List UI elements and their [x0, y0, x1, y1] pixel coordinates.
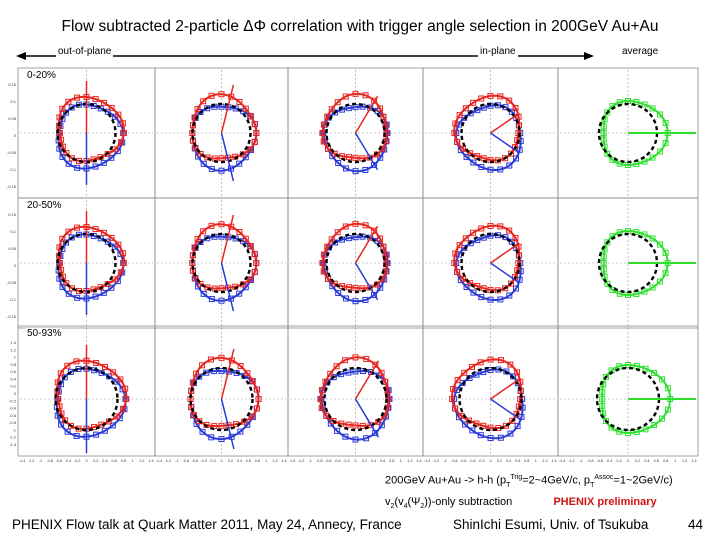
trigger-angle-axis: [0, 48, 720, 64]
y-tick-label: -0.2: [9, 398, 16, 404]
x-tick-label: -1: [175, 459, 179, 463]
x-tick-label: 0.6: [111, 459, 117, 463]
y-tick-label: -1: [12, 427, 16, 433]
footer-author: ShinIchi Esumi, Univ. of Tsukuba: [453, 517, 649, 532]
row-label-1: 20-50%: [27, 200, 62, 211]
x-tick-label: -0.8: [450, 459, 458, 463]
x-tick-label: -1.4: [18, 459, 26, 463]
x-tick-label: -0.4: [334, 459, 341, 463]
row-label-2: 50-93%: [27, 328, 62, 339]
x-tick-label: 0.2: [634, 459, 641, 463]
x-tick-label: -1.4: [558, 459, 566, 463]
y-tick-label: -0.05: [6, 150, 16, 155]
y-tick-label: 0.6: [10, 369, 16, 375]
x-tick-label: -0.4: [469, 459, 476, 463]
x-tick-label: 0.4: [371, 459, 377, 463]
x-tick-label: -1: [38, 459, 43, 463]
trigger-direction-red: [356, 226, 378, 263]
y-tick-label: 0.2: [10, 383, 16, 389]
x-tick-label: 1: [131, 459, 134, 463]
row-label-0: 0-20%: [27, 70, 56, 81]
x-tick-label: 0.6: [245, 459, 251, 463]
average-label: average: [622, 46, 659, 57]
x-tick-label: 1.2: [272, 459, 278, 463]
x-tick-label: 0.6: [653, 459, 659, 463]
y-tick-label: 0.1: [10, 229, 16, 234]
x-tick-label: 0: [626, 459, 630, 463]
x-tick-label: 0.4: [644, 459, 650, 463]
x-tick-label: 1.4: [551, 459, 557, 463]
x-tick-label: -0.8: [182, 459, 190, 463]
x-tick-label: 0: [220, 459, 223, 463]
out-of-plane-label: out-of-plane: [58, 46, 112, 57]
caption: [385, 470, 673, 515]
y-tick-label: 0: [13, 263, 16, 268]
trigger-direction-red: [491, 378, 521, 399]
x-tick-label: 1: [674, 459, 677, 463]
x-tick-label: -0.6: [55, 459, 63, 463]
trigger-direction-red: [356, 361, 379, 399]
footer-talk: PHENIX Flow talk at Quark Matter 2011, May 24, Annecy, France: [12, 517, 402, 532]
x-tick-label: 1: [399, 459, 402, 463]
x-tick-label: 1.4: [416, 459, 422, 463]
y-tick-label: 1.2: [10, 347, 16, 353]
y-tick-label: -0.4: [9, 405, 16, 411]
x-tick-label: -1.4: [423, 459, 431, 463]
y-tick-label: 0.15: [8, 212, 16, 217]
slide-title: Flow subtracted 2-particle ΔΦ correlation with trigger angle selection in 200GeV Au+Au: [61, 18, 659, 35]
y-tick-label: -1.4: [9, 442, 16, 447]
page-number: 44: [688, 517, 704, 532]
x-tick-label: -0.2: [478, 459, 485, 463]
x-tick-label: -0.6: [460, 459, 467, 463]
y-tick-label: 0: [13, 133, 16, 138]
y-tick-label: -1.2: [9, 434, 16, 440]
x-tick-label: 1.4: [148, 459, 154, 463]
x-tick-label: -1.2: [27, 459, 35, 463]
x-tick-label: 0.4: [506, 459, 512, 463]
x-tick-label: -0.4: [200, 459, 207, 463]
caption-line-2: $v_2(v_4(\Psi_2))$-only subtraction PHENIX preliminary: [385, 495, 657, 511]
x-tick-label: 0: [85, 459, 88, 463]
x-tick-label: -1.4: [155, 459, 163, 463]
y-tick-label: 0: [13, 391, 16, 396]
x-tick-label: -1: [579, 459, 583, 463]
x-tick-label: -0.8: [315, 459, 323, 463]
x-tick-label: 0.6: [515, 459, 521, 463]
x-tick-label: 1: [534, 459, 537, 463]
trigger-direction-red: [491, 243, 520, 263]
x-tick-label: 0.8: [389, 459, 395, 463]
x-tick-label: 1.2: [681, 459, 688, 463]
x-tick-label: -0.4: [605, 459, 613, 463]
x-tick-label: 0.2: [496, 459, 503, 463]
trigger-direction-blue: [356, 263, 378, 300]
trigger-direction-red: [356, 96, 378, 133]
x-tick-label: -1.2: [432, 459, 440, 463]
x-tick-label: 0: [354, 459, 357, 463]
x-tick-label: 0.4: [102, 459, 108, 463]
x-tick-label: 0.8: [254, 459, 260, 463]
y-tick-label: -0.6: [9, 412, 16, 418]
x-tick-label: -0.2: [615, 459, 622, 463]
x-tick-label: 0.8: [524, 459, 530, 463]
in-plane-label: in-plane: [480, 46, 516, 57]
x-tick-label: -1.2: [164, 459, 172, 463]
x-tick-label: 1: [265, 459, 268, 463]
x-tick-label: 0: [489, 459, 492, 463]
polar-plot-grid: [0, 64, 720, 464]
x-tick-label: -0.2: [209, 459, 216, 463]
trigger-direction-blue: [356, 133, 378, 170]
caption-line-1: 200GeV Au+Au -> h-h ($p_T^{Trig}=2\sim 4GeV/c$, $p_T^{Assoc}=1\sim 2GeV/c$): [385, 474, 673, 489]
trigger-direction-red: [491, 113, 520, 133]
x-tick-label: 0.2: [227, 459, 234, 463]
y-tick-label: -0.8: [9, 420, 16, 426]
y-tick-label: -0.15: [6, 314, 16, 319]
y-tick-label: 1: [13, 354, 16, 360]
x-tick-label: -1: [308, 459, 312, 463]
y-tick-label: 0.8: [10, 361, 16, 367]
y-tick-label: 0.05: [8, 116, 16, 121]
x-tick-label: 0.2: [361, 459, 368, 463]
y-tick-label: -0.05: [6, 280, 16, 285]
y-tick-label: 1.4: [10, 340, 16, 345]
preliminary-tag: PHENIX preliminary: [553, 495, 657, 508]
x-tick-label: 0.2: [93, 459, 99, 463]
y-tick-label: -0.1: [9, 297, 16, 302]
x-tick-label: -0.2: [343, 459, 350, 463]
y-tick-label: -0.15: [6, 184, 16, 189]
x-tick-label: -0.6: [596, 459, 603, 463]
x-tick-label: 1.4: [281, 459, 287, 463]
x-tick-label: -0.4: [64, 459, 72, 463]
x-tick-label: -0.8: [587, 459, 594, 463]
x-tick-label: -0.8: [46, 459, 53, 463]
x-tick-label: -0.2: [74, 459, 81, 463]
x-tick-label: 1.4: [691, 459, 697, 463]
y-tick-label: 0.15: [8, 82, 16, 87]
x-tick-label: 0.4: [236, 459, 242, 463]
x-tick-label: -0.6: [191, 459, 198, 463]
x-tick-label: -1: [443, 459, 447, 463]
trigger-direction-blue: [356, 399, 379, 437]
x-tick-label: 0.6: [380, 459, 386, 463]
correlation-grid: [0, 64, 720, 469]
x-tick-label: 1.2: [542, 459, 548, 463]
x-tick-label: -1.2: [297, 459, 305, 463]
y-tick-label: 0.05: [8, 246, 16, 251]
x-tick-label: -1.4: [288, 459, 296, 463]
x-tick-label: 0.8: [663, 459, 669, 463]
x-tick-label: 0.8: [120, 459, 126, 463]
x-tick-label: -0.6: [325, 459, 332, 463]
y-tick-label: -0.1: [9, 167, 16, 172]
x-tick-label: 1.2: [407, 459, 413, 463]
y-tick-label: 0.4: [10, 376, 16, 382]
y-tick-label: 0.1: [10, 99, 16, 104]
x-tick-label: -1.2: [568, 459, 575, 463]
x-tick-label: 1.2: [139, 459, 145, 463]
